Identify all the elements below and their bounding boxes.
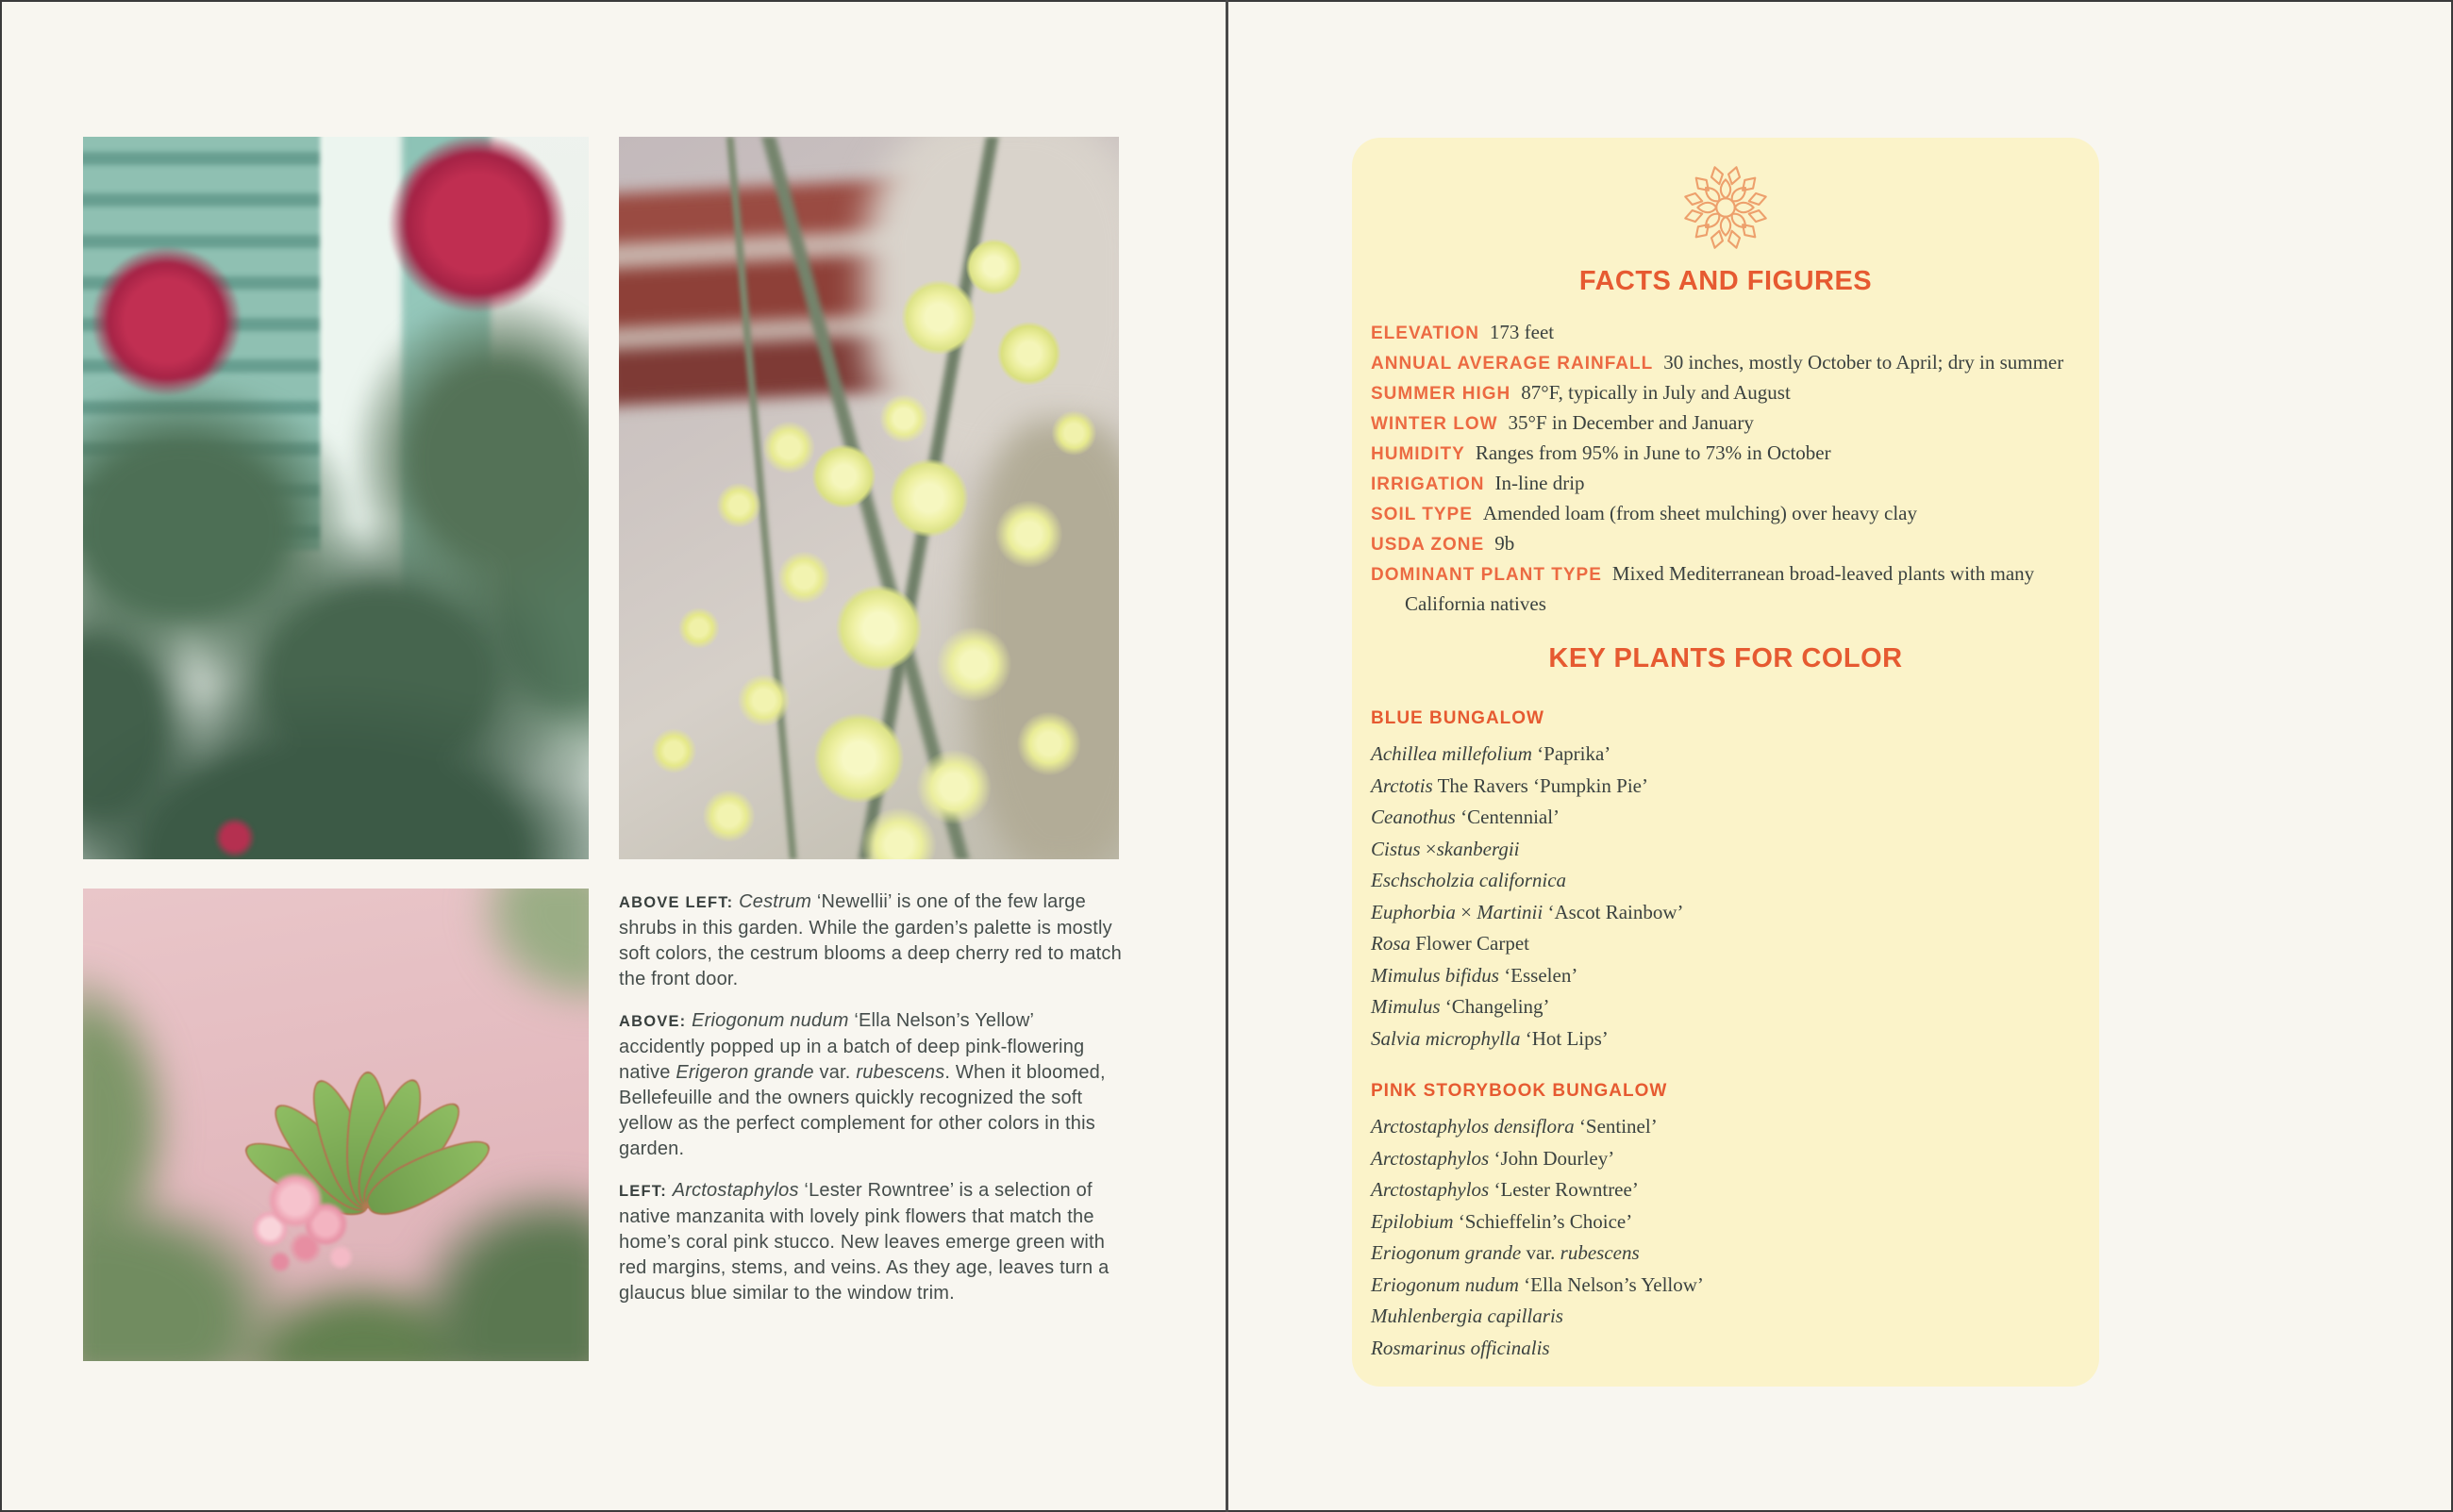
plant-name-segment: var. bbox=[1521, 1241, 1560, 1264]
plant-groups bbox=[1371, 708, 2080, 1364]
caption-label: ABOVE LEFT: bbox=[619, 894, 734, 911]
yellow-pompom-flowers bbox=[619, 137, 1119, 859]
plant-item bbox=[1371, 897, 2080, 929]
fact-value: Ranges from 95% in June to 73% in October bbox=[1475, 441, 1831, 464]
fact-row bbox=[1371, 469, 2080, 499]
plant-item bbox=[1371, 960, 2080, 992]
key-plants-title: KEY PLANTS FOR COLOR bbox=[1548, 643, 1903, 673]
plant-name-segment: Martinii bbox=[1477, 900, 1544, 923]
caption-paragraph bbox=[619, 889, 1122, 992]
plant-item bbox=[1371, 1238, 2080, 1270]
plant-name-segment: ‘John Dourley’ bbox=[1489, 1146, 1615, 1170]
caption-text: ‘Ella Nelson’s Yellow’ accidently popped up in a batch of deep pink-flowering native bbox=[619, 1010, 1085, 1083]
plant-name-segment: ‘Paprika’ bbox=[1531, 742, 1611, 765]
plant-name-segment: Mimulus bbox=[1371, 995, 1441, 1018]
plant-name-segment: Rosa bbox=[1371, 932, 1410, 955]
fact-label: SUMMER HIGH bbox=[1371, 384, 1511, 404]
plant-item bbox=[1371, 834, 2080, 866]
plant-name-segment: ‘Ascot Rainbow’ bbox=[1543, 900, 1684, 923]
plant-name-segment: ‘Hot Lips’ bbox=[1520, 1026, 1609, 1050]
plant-item bbox=[1371, 802, 2080, 834]
fact-value: 87°F, typically in July and August bbox=[1521, 381, 1791, 404]
plant-item bbox=[1371, 1301, 2080, 1333]
plant-name-segment: Cistus bbox=[1371, 837, 1426, 860]
plant-name-segment: ‘Centennial’ bbox=[1455, 806, 1560, 828]
plant-group-header: PINK STORYBOOK BUNGALOW bbox=[1371, 1081, 1668, 1101]
plant-name-segment: rubescens bbox=[1560, 1241, 1640, 1264]
plant-item bbox=[1371, 928, 2080, 960]
plant-name-segment: Ceanothus bbox=[1371, 806, 1456, 828]
plant-group bbox=[1371, 1081, 2080, 1364]
eriogonum-photo bbox=[619, 137, 1119, 859]
caption-text: ‘Lester Rowntree’ is a selection of native manzanita with lovely pink flowers that match the home’s coral pink stucco. New leaves emerge green with red margins, stems, and veins. As they age, leaves turn a glaucus blue similar to the window trim. bbox=[619, 1180, 1110, 1304]
caption-text: . When it bloomed, Bellefeuille and the owners quickly recognized the soft yellow as the perfect complement for other colors in this garden. bbox=[619, 1062, 1106, 1159]
fact-row bbox=[1371, 348, 2080, 378]
fact-value: 30 inches, mostly October to April; dry in summer bbox=[1663, 351, 2064, 374]
plant-item bbox=[1371, 1333, 2080, 1365]
caption-label: LEFT: bbox=[619, 1183, 667, 1200]
plant-group bbox=[1371, 708, 2080, 1055]
plant-name-segment: Epilobium bbox=[1371, 1209, 1454, 1233]
fact-label: USDA ZONE bbox=[1371, 535, 1485, 555]
caption-text: Arctostaphylos bbox=[672, 1180, 799, 1201]
caption-text: Erigeron grande bbox=[676, 1062, 814, 1083]
plant-name-segment: × bbox=[1455, 900, 1477, 923]
fact-value: 173 feet bbox=[1489, 321, 1555, 343]
fact-label: SOIL TYPE bbox=[1371, 505, 1473, 524]
plant-item bbox=[1371, 771, 2080, 803]
facts-and-figures-title: FACTS AND FIGURES bbox=[1578, 266, 1873, 296]
fact-value: Amended loam (from sheet mulching) over heavy clay bbox=[1482, 502, 1917, 524]
pink-bell-flowers bbox=[83, 889, 589, 1361]
fact-label: HUMIDITY bbox=[1371, 444, 1465, 464]
plant-name-segment: ‘Esselen’ bbox=[1498, 963, 1578, 987]
plant-name-segment: skanbergii bbox=[1436, 837, 1520, 860]
fact-label: ELEVATION bbox=[1371, 324, 1479, 343]
plant-item bbox=[1371, 1111, 2080, 1143]
caption-text: ‘Newellii’ is one of the few large shrubs in this garden. While the garden’s palette is mostly soft colors, the cestrum blooms a deep cherry red to match the front door. bbox=[619, 891, 1122, 989]
plant-item bbox=[1371, 865, 2080, 897]
plant-name-segment: Eschscholzia californica bbox=[1371, 869, 1567, 891]
plant-item bbox=[1371, 1143, 2080, 1175]
fact-row bbox=[1371, 559, 2080, 619]
plant-name-segment: ‘Ella Nelson’s Yellow’ bbox=[1518, 1272, 1704, 1296]
plant-item bbox=[1371, 739, 2080, 771]
plant-name-segment: Arctostaphylos bbox=[1371, 1146, 1490, 1170]
plant-item bbox=[1371, 991, 2080, 1023]
plant-name-segment: ‘Schieffelin’s Choice’ bbox=[1453, 1209, 1633, 1233]
plant-item bbox=[1371, 1023, 2080, 1055]
plant-name-segment: × bbox=[1425, 837, 1437, 860]
fact-row bbox=[1371, 378, 2080, 408]
plant-item bbox=[1371, 1270, 2080, 1302]
fact-value: In-line drip bbox=[1494, 472, 1585, 494]
caption-paragraph bbox=[619, 1008, 1122, 1162]
facts-list bbox=[1371, 318, 2080, 619]
fact-value: Mixed Mediterranean broad-leaved plants with many California natives bbox=[1405, 562, 2035, 615]
plant-name-segment: ‘Changeling’ bbox=[1440, 995, 1550, 1018]
plant-name-segment: Rosmarinus officinalis bbox=[1371, 1336, 1550, 1359]
photo-captions bbox=[619, 889, 1122, 1322]
fact-label: WINTER LOW bbox=[1371, 414, 1498, 434]
cestrum-flower-clusters bbox=[83, 137, 589, 859]
fact-label: DOMINANT PLANT TYPE bbox=[1371, 565, 1602, 585]
plant-name-segment: Arctotis bbox=[1371, 773, 1433, 797]
plant-name-segment: The Ravers ‘Pumpkin Pie’ bbox=[1432, 773, 1648, 797]
plant-name-segment: Eriogonum grande bbox=[1371, 1241, 1522, 1264]
fact-row bbox=[1371, 408, 2080, 439]
plant-name-segment: Eriogonum nudum bbox=[1371, 1272, 1519, 1296]
plant-name-segment: Arctostaphylos densiflora bbox=[1371, 1115, 1575, 1138]
fact-row bbox=[1371, 499, 2080, 529]
caption-paragraph bbox=[619, 1178, 1122, 1306]
cestrum-photo bbox=[83, 137, 589, 859]
flower-mandala-icon bbox=[1682, 164, 1769, 251]
caption-text: rubescens bbox=[856, 1062, 945, 1083]
plant-item bbox=[1371, 1174, 2080, 1206]
fact-label: ANNUAL AVERAGE RAINFALL bbox=[1371, 354, 1654, 374]
plant-item bbox=[1371, 1206, 2080, 1238]
page-gutter-divider bbox=[1226, 0, 1228, 1512]
caption-text: var. bbox=[813, 1062, 857, 1083]
arctostaphylos-photo bbox=[83, 889, 589, 1361]
plant-name-segment: Muhlenbergia capillaris bbox=[1371, 1304, 1563, 1327]
facts-panel bbox=[1352, 138, 2099, 1387]
fact-value: 35°F in December and January bbox=[1508, 411, 1754, 434]
plant-name-segment: ‘Sentinel’ bbox=[1574, 1115, 1658, 1138]
fact-row bbox=[1371, 439, 2080, 469]
plant-name-segment: ‘Lester Rowntree’ bbox=[1489, 1178, 1639, 1201]
plant-name-segment: Arctostaphylos bbox=[1371, 1178, 1490, 1201]
caption-text: Cestrum bbox=[739, 891, 812, 912]
plant-group-header: BLUE BUNGALOW bbox=[1371, 708, 1544, 728]
caption-label: ABOVE: bbox=[619, 1013, 687, 1030]
fact-value: 9b bbox=[1494, 532, 1515, 555]
plant-name-segment: Salvia microphylla bbox=[1371, 1026, 1521, 1050]
plant-name-segment: Achillea millefolium bbox=[1371, 742, 1532, 765]
plant-name-segment: Euphorbia bbox=[1371, 900, 1456, 923]
fact-row bbox=[1371, 318, 2080, 348]
fact-row bbox=[1371, 529, 2080, 559]
plant-name-segment: Flower Carpet bbox=[1410, 932, 1529, 955]
caption-text: Eriogonum nudum bbox=[692, 1010, 849, 1031]
plant-name-segment: Mimulus bifidus bbox=[1371, 963, 1499, 987]
fact-label: IRRIGATION bbox=[1371, 474, 1485, 494]
